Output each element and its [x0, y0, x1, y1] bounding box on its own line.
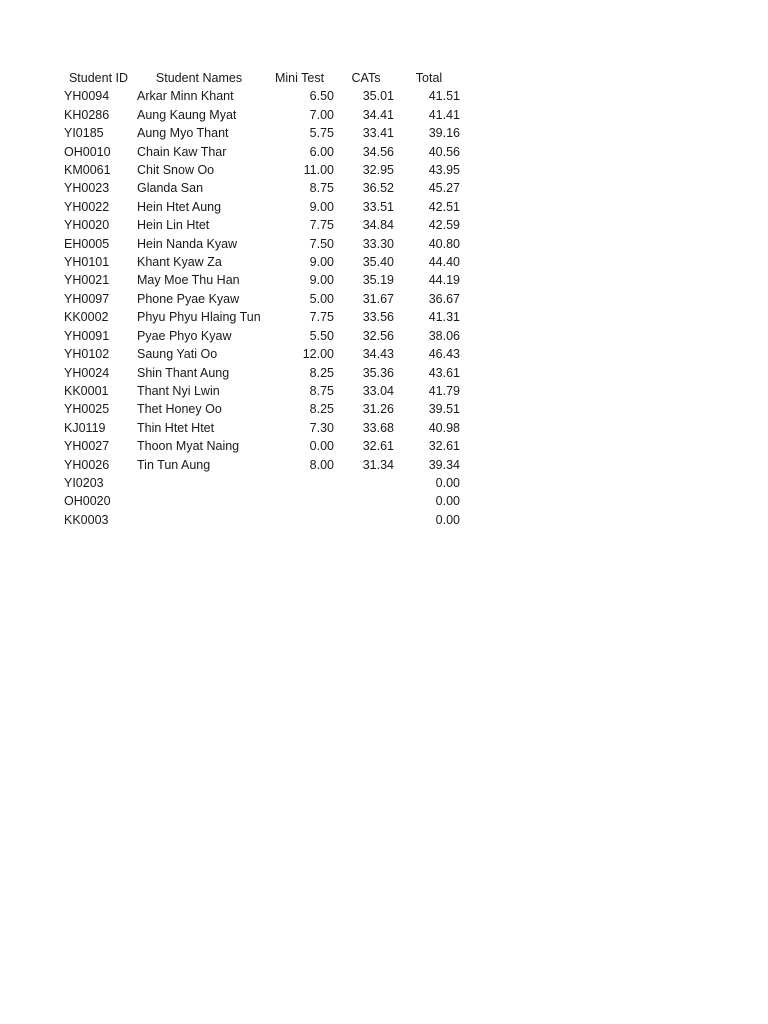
table-row	[60, 106, 460, 124]
table-row	[60, 511, 460, 529]
table-row	[60, 474, 460, 492]
mini-test-cell: 11.00	[303, 163, 334, 178]
mini-test-cell: 8.25	[309, 365, 334, 380]
mini-test-cell: 6.00	[309, 144, 334, 159]
cats-cell: 35.40	[362, 255, 394, 270]
header-student-id: Student ID	[68, 71, 129, 85]
table-row	[60, 327, 460, 345]
student-id-cell: KK0003	[64, 512, 109, 527]
table-row	[60, 345, 460, 363]
cats-cell: 33.68	[362, 420, 394, 435]
total-cell: 39.34	[428, 457, 460, 472]
student-name-cell: Khant Kyaw Za	[137, 255, 222, 270]
student-name-cell: May Moe Thu Han	[137, 273, 240, 288]
student-id-cell: YH0101	[64, 255, 110, 270]
table-row	[60, 124, 460, 142]
student-id-cell: YH0027	[64, 439, 110, 454]
student-name-cell: Phyu Phyu Hlaing Tun	[137, 310, 261, 325]
student-id-cell: OH0010	[64, 144, 111, 159]
total-cell: 39.51	[428, 402, 460, 417]
header-total: Total	[415, 71, 443, 85]
mini-test-cell: 8.75	[309, 181, 334, 196]
student-name-cell: Thant Nyi Lwin	[137, 383, 220, 398]
cats-cell: 35.19	[362, 273, 394, 288]
total-cell: 0.00	[435, 475, 460, 490]
student-name-cell: Pyae Phyo Kyaw	[137, 328, 232, 343]
student-name-cell: Hein Lin Htet	[137, 218, 210, 233]
student-name-cell: Thin Htet Htet	[137, 420, 215, 435]
table-row	[60, 382, 460, 400]
mini-test-cell: 6.50	[309, 89, 334, 104]
mini-test-cell	[261, 474, 334, 492]
student-name-cell: Thoon Myat Naing	[137, 439, 240, 454]
student-id-cell: YI0185	[64, 126, 104, 141]
table-row	[60, 235, 460, 253]
header-mini-test: Mini Test	[274, 71, 325, 85]
cats-cell: 33.56	[362, 310, 394, 325]
total-cell: 43.61	[428, 365, 460, 380]
student-id-cell: YH0020	[64, 218, 110, 233]
student-id-cell: KK0002	[64, 310, 109, 325]
cats-cell: 34.56	[362, 144, 394, 159]
cats-cell: 32.95	[362, 163, 394, 178]
cats-cell: 33.04	[362, 383, 394, 398]
total-cell: 42.59	[428, 218, 460, 233]
total-cell: 41.51	[428, 89, 460, 104]
table-row	[60, 400, 460, 418]
student-id-cell: YH0091	[64, 328, 110, 343]
student-id-cell: YH0024	[64, 365, 110, 380]
cats-cell: 32.56	[362, 328, 394, 343]
total-cell: 41.31	[428, 310, 460, 325]
student-id-cell: KM0061	[64, 163, 111, 178]
cats-cell: 34.43	[362, 347, 394, 362]
table-row	[60, 87, 460, 105]
mini-test-cell: 8.25	[309, 402, 334, 417]
student-name-cell: Shin Thant Aung	[137, 365, 230, 380]
mini-test-cell: 7.50	[309, 236, 334, 251]
table-row	[60, 364, 460, 382]
total-cell: 40.80	[428, 236, 460, 251]
cats-cell: 34.84	[362, 218, 394, 233]
mini-test-cell	[261, 511, 334, 529]
student-name-cell: Tin Tun Aung	[137, 457, 211, 472]
mini-test-cell: 7.75	[309, 310, 334, 325]
total-cell: 0.00	[435, 494, 460, 509]
student-id-cell: YH0023	[64, 181, 110, 196]
header-student-names: Student Names	[155, 71, 243, 85]
mini-test-cell: 5.00	[309, 291, 334, 306]
table-row	[60, 253, 460, 271]
student-name-cell: Aung Kaung Myat	[137, 107, 237, 122]
student-id-cell: YH0022	[64, 199, 110, 214]
total-cell: 41.41	[428, 107, 460, 122]
cats-cell	[334, 474, 394, 492]
cats-cell: 31.26	[362, 402, 394, 417]
student-name-cell	[133, 511, 261, 529]
total-cell: 0.00	[435, 512, 460, 527]
cats-cell: 36.52	[362, 181, 394, 196]
total-cell: 39.16	[428, 126, 460, 141]
total-cell: 40.56	[428, 144, 460, 159]
total-cell: 42.51	[428, 199, 460, 214]
header-row	[60, 69, 460, 87]
student-id-cell: YH0026	[64, 457, 110, 472]
table-row	[60, 492, 460, 510]
cats-cell: 32.61	[362, 439, 394, 454]
cats-cell	[334, 492, 394, 510]
student-id-cell: KK0001	[64, 383, 109, 398]
cats-cell: 35.36	[362, 365, 394, 380]
header-cats: CATs	[351, 71, 381, 85]
table-row	[60, 271, 460, 289]
student-name-cell: Glanda San	[137, 181, 204, 196]
student-id-cell: KH0286	[64, 107, 110, 122]
student-id-cell: OH0020	[64, 494, 111, 509]
cats-cell: 33.41	[362, 126, 394, 141]
cats-cell: 34.41	[362, 107, 394, 122]
total-cell: 32.61	[428, 439, 460, 454]
table-row	[60, 290, 460, 308]
student-name-cell: Hein Nanda Kyaw	[137, 236, 238, 251]
student-id-cell: YH0094	[64, 89, 110, 104]
mini-test-cell: 7.30	[309, 420, 334, 435]
mini-test-cell: 9.00	[309, 273, 334, 288]
table-row	[60, 143, 460, 161]
table-row	[60, 308, 460, 326]
mini-test-cell: 7.75	[309, 218, 334, 233]
mini-test-cell: 5.75	[309, 126, 334, 141]
mini-test-cell: 12.00	[302, 347, 334, 362]
student-id-cell: KJ0119	[64, 420, 106, 435]
mini-test-cell: 5.50	[309, 328, 334, 343]
total-cell: 44.19	[428, 273, 460, 288]
student-id-cell: EH0005	[64, 236, 110, 251]
student-name-cell: Hein Htet Aung	[137, 199, 222, 214]
student-id-cell: YH0097	[64, 291, 110, 306]
student-name-cell	[133, 492, 261, 510]
mini-test-cell: 9.00	[309, 255, 334, 270]
student-name-cell: Phone Pyae Kyaw	[137, 291, 240, 306]
student-id-cell: YH0102	[64, 347, 110, 362]
table-row	[60, 198, 460, 216]
student-id-cell: YH0025	[64, 402, 110, 417]
student-name-cell: Chain Kaw Thar	[137, 144, 227, 159]
mini-test-cell: 8.00	[309, 457, 334, 472]
cats-cell: 31.67	[362, 291, 394, 306]
total-cell: 38.06	[428, 328, 460, 343]
mini-test-cell: 0.00	[309, 439, 334, 454]
table-row	[60, 216, 460, 234]
total-cell: 40.98	[428, 420, 460, 435]
student-name-cell: Aung Myo Thant	[137, 126, 229, 141]
total-cell: 36.67	[428, 291, 460, 306]
total-cell: 43.95	[428, 163, 460, 178]
table-row	[60, 437, 460, 455]
cats-cell: 33.51	[362, 199, 394, 214]
cats-cell	[334, 511, 394, 529]
mini-test-cell	[261, 492, 334, 510]
table-row	[60, 456, 460, 474]
student-id-cell: YI0203	[64, 475, 104, 490]
student-name-cell: Chit Snow Oo	[137, 163, 215, 178]
mini-test-cell: 9.00	[309, 199, 334, 214]
mini-test-cell: 8.75	[309, 383, 334, 398]
total-cell: 41.79	[428, 383, 460, 398]
student-name-cell: Saung Yati Oo	[137, 347, 218, 362]
cats-cell: 33.30	[362, 236, 394, 251]
cats-cell: 35.01	[362, 89, 394, 104]
student-name-cell: Thet Honey Oo	[137, 402, 222, 417]
student-name-cell	[133, 474, 261, 492]
grades-table	[60, 69, 460, 529]
total-cell: 46.43	[428, 347, 460, 362]
cats-cell: 31.34	[362, 457, 394, 472]
table-row	[60, 179, 460, 197]
grades-body	[60, 87, 460, 529]
total-cell: 44.40	[428, 255, 460, 270]
mini-test-cell: 7.00	[309, 107, 334, 122]
total-cell: 45.27	[428, 181, 460, 196]
grades-sheet	[60, 69, 460, 529]
student-id-cell: YH0021	[64, 273, 110, 288]
table-row	[60, 419, 460, 437]
student-name-cell: Arkar Minn Khant	[137, 89, 234, 104]
table-row	[60, 161, 460, 179]
